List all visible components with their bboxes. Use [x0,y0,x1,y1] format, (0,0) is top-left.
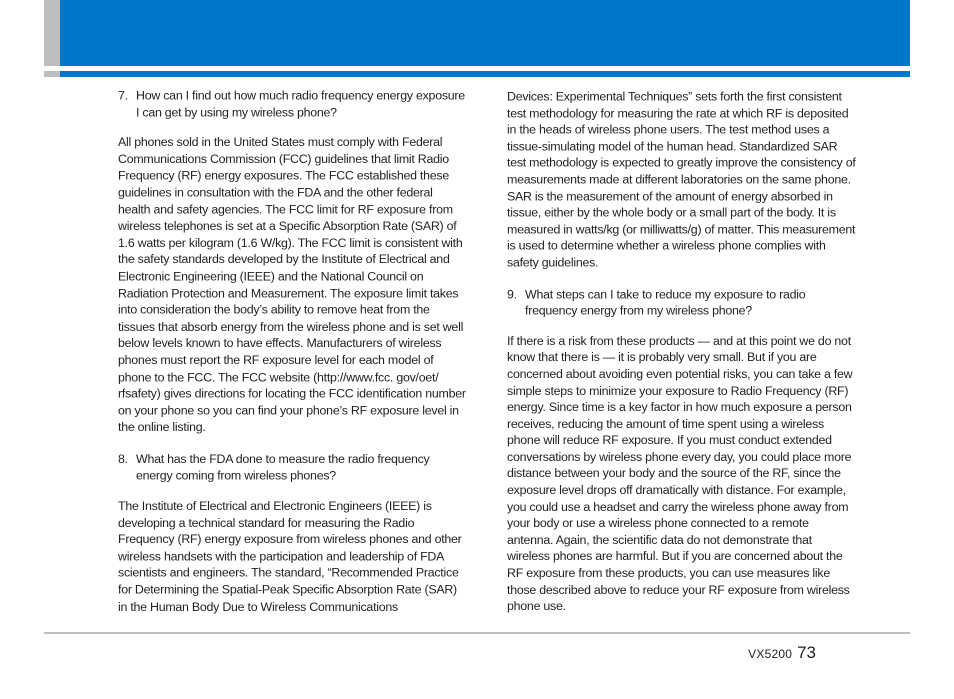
question-7 [118,88,468,122]
right-column [507,89,857,628]
model-name: VX5200 [748,647,793,661]
question-text: How can I find out how much radio frequency energy exposure I can get by using my wireless phone? [136,88,465,120]
question-number: 9. [507,287,517,301]
answer-7-paragraph: All phones sold in the United States must comply with Federal Communications Commission (FCC) guidelines that limit Radio Frequency (RF) energy exposures. The FCC established these guidelines in consultation with the FDA and the other federal health and safety agencies. The FCC limit for RF exposure from wireless telephones is set at a Specific Absorption Rate (SAR) of 1.6 watts per kilogram (1.6 W/kg). The FCC limit is consistent with the safety standards developed by the Institute of Electrical and Electronic Engineering (IEEE) and the National Council on Radiation Protection and Measurement. The exposure limit takes into consideration the body’s ability to remove heat from the tissues that absorb energy from the wireless phone and is set well below levels known to have effects. Manufacturers of wireless phones must report the RF exposure level for each model of phone to the FCC. The FCC website (http://www.fcc. gov/oet/ rfsafety) gives directions for locating the FCC identification number on your phone so you can find your phone’s RF exposure level in the online listing. [118,135,466,434]
question-number: 7. [118,88,128,103]
header-blue-banner [60,0,910,66]
question-text: What steps can I take to reduce my exposure to radio frequency energy from my wireless phone? [525,287,806,318]
page-number: 73 [797,643,816,662]
question-number: 8. [118,452,128,466]
header-gray-rule [44,71,60,77]
header-blue-rule [60,71,910,77]
header-gray-block [44,0,60,66]
question-8 [118,452,468,486]
question-text: What has the FDA done to measure the radio frequency energy coming from wireless phones? [136,452,430,483]
answer-8-paragraph-continued: Devices: Experimental Techniques” sets forth the first consistent test methodology for measuring the rate at which RF is deposited in the heads of wireless phone users. The test method uses a tissue-simulating model of the human head. Standardized SAR test methodology is expected to greatly improve the consistency of measurements made at different laboratories on the same phone. SAR is the measurement of the amount of energy absorbed in tissue, either by the whole body or a small part of the body. It is measured in watts/kg (or milliwatts/g) of matter. This measurement is used to determine whether a wireless phone complies with safety guidelines. [507,89,856,270]
page-footer [748,643,816,663]
answer-9-paragraph: If there is a risk from these products — and at this point we do not know that there is — it is probably very small. But if you are concerned about avoiding even potential risks, you can take a few simple steps to minimize your exposure to Radio Frequency (RF) energy. Since time is a key factor in how much exposure a person receives, reducing the amount of time spent using a wireless phone will reduce RF exposure. If you must conduct extended conversations by wireless phone every day, you could place more distance between your body and the source of the RF, since the exposure level drops off dramatically with distance. For example, you could use a headset and carry the wireless phone away from your body or use a wireless phone connected to a remote antenna. Again, the scientific data do not demonstrate that wireless phones are harmful. But if you are concerned about the RF exposure from these products, you can use measures like those described above to reduce your RF exposure from wireless phone use. [507,334,853,614]
left-column [118,88,468,628]
footer-rule [44,632,910,634]
question-9 [507,287,857,320]
answer-8-paragraph-start: The Institute of Electrical and Electronic Engineers (IEEE) is developing a technical standard for measuring the Radio Frequency (RF) energy exposure from wireless phones and other wireless handsets with the participation and leadership of FDA scientists and engineers. The standard, “Recommended Practice for Determining the Spatial-Peak Specific Absorption Rate (SAR) in the Human Body Due to Wireless Communications [118,499,462,614]
